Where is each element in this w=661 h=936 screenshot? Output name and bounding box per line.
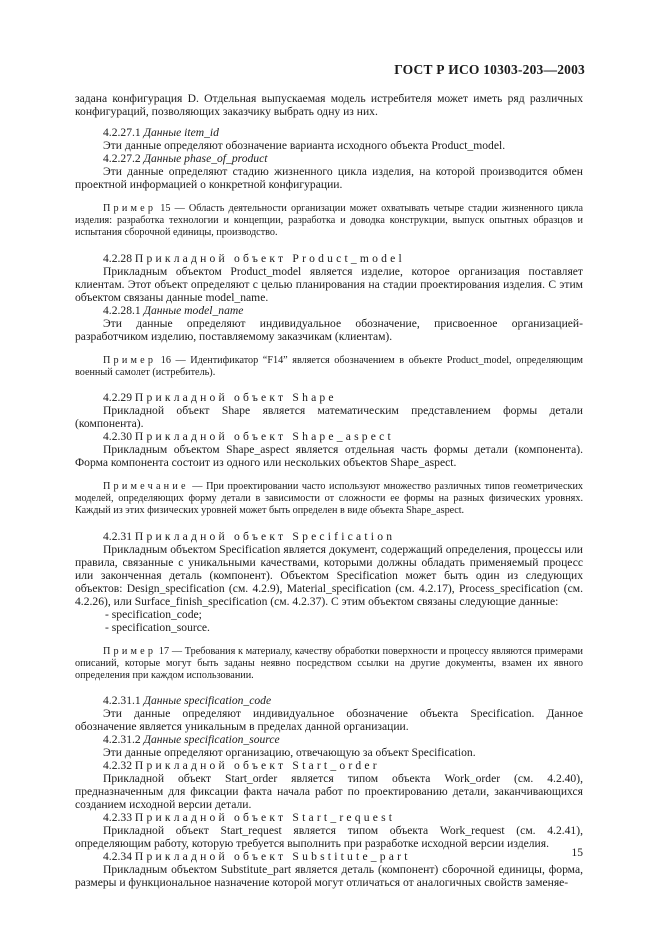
section-heading: 4.2.29 Прикладной объект Shape [103,391,337,405]
subsection-heading: 4.2.27.1 Данные item_id [103,126,219,139]
section-heading: 4.2.30 Прикладной объект Shape_aspect [103,430,394,444]
page-number: 15 [571,847,583,859]
page-content [75,92,583,889]
page-header: ГОСТ Р ИСО 10303-203—2003 [394,62,585,77]
paragraph: Прикладным объектом Specification является документ, содержащий определения, процессы или правила, связанные с уникальными качествами, которыми должны обладать применяемый процесс или законченная деталь (компонент). Объектом Specification может быть один из следующих объектов: Design_specification (см. 4.2.9), Material_specification (см. 4.2.17), Process_specification (см. 4.2.26), или Surface_finish_specification (см. 4.2.37). С этим объектом связаны следующие данные: [75,542,583,608]
subsection-heading: 4.2.28.1 Данные model_name [103,303,244,317]
paragraph: Прикладным объектом Shape_aspect является отдельная часть формы детали (компонента). Форма компонента состоит из одного или нескольких объектов Shape_aspect. [75,443,583,470]
paragraph: Эти данные определяют индивидуальное обозначение объекта Specification. Данное обозначение является уникальным в пределах данной организации. [75,707,583,734]
paragraph: Эти данные определяют индивидуальное обозначение, присвоенное организацией-разработчиком изделию, поставляемому заказчикам (клиентам). [75,316,583,343]
paragraph: Эти данные определяют обозначение варианта исходного объекта Product_model. [103,139,506,152]
example-note: Пример 17 — Требования к материалу, качеству обработки поверхности и процессу являются примерами описаний, которые могут быть заданы неявно посредством ссылки на другие документы, взамен их явного определения при каждом использовании. [75,645,583,682]
paragraph: Прикладным объектом Product_model является изделие, которое организация поставляет клиентам. Этот объект определяют с целью планирования на стадии проектирования изделия. С этим объектом связаны данные model_name. [75,264,583,304]
section-heading: 4.2.28 Прикладной объект Product_model [103,251,405,265]
paragraph: Эти данные определяют организацию, отвечающую за объект Specification. [103,746,476,760]
section-heading: 4.2.32 Прикладной объект Start_order [103,759,380,773]
paragraph: Прикладной объект Start_order является типом объекта Work_order (см. 4.2.40), предназначенным для фиксации факта начала работ по проектированию детали, заканчивающихся созданием исходной версии детали. [75,772,583,812]
example-note: Пример 15 — Область деятельности организации может охватывать четыре стадии жизненного цикла изделия: разработка технологии и концепции, разработка и доводка конструкции, выпуск опытных образцов и испытания сборочной единицы, производство. [75,203,583,239]
section-heading: 4.2.31 Прикладной объект Specification [103,529,396,543]
subsection-heading: 4.2.31.1 Данные specification_code [103,694,272,708]
section-heading: 4.2.33 Прикладной объект Start_request [103,811,396,825]
note: Примечание — При проектировании часто используют множество различных типов геометрических моделей, определяющих форму детали в зависимости от сложности ее формы на разных физических уровнях. Каждый из этих физических уровней может быть определен в виде объекта Shape_aspect. [75,481,583,517]
paragraph: Прикладной объект Shape является математическим представлением формы детали (компонента). [75,404,583,431]
list-item: - specification_source. [105,620,210,634]
example-note: Пример 16 — Идентификатор “F14” является обозначением в объекте Product_model, определяющим военный самолет (истребитель). [75,354,584,378]
paragraph: задана конфигурация D. Отдельная выпускаемая модель истребителя может иметь ряд различных конфигураций, позволяющих заказчику выбрать одну из них. [75,92,583,118]
paragraph: Эти данные определяют стадию жизненного цикла изделия, на которой производится обмен проектной информацией о конкретной конфигурации. [75,165,583,191]
list-item: - specification_code; [105,607,202,621]
subsection-heading: 4.2.31.2 Данные specification_source [103,733,280,747]
section-heading: 4.2.34 Прикладной объект Substitute_part [103,850,411,864]
paragraph: Прикладной объект Start_request является типом объекта Work_request (см. 4.2.41), определяющим работу, которую требуется выполнить при разработке исходной версии изделия. [75,824,583,851]
paragraph: Прикладным объектом Substitute_part является деталь (компонент) сборочной единицы, форма, размеры и функциональное назначение которой могут отличаться от аналогичных свойств заменяе- [75,863,583,890]
subsection-heading: 4.2.27.2 Данные phase_of_product [103,152,268,165]
